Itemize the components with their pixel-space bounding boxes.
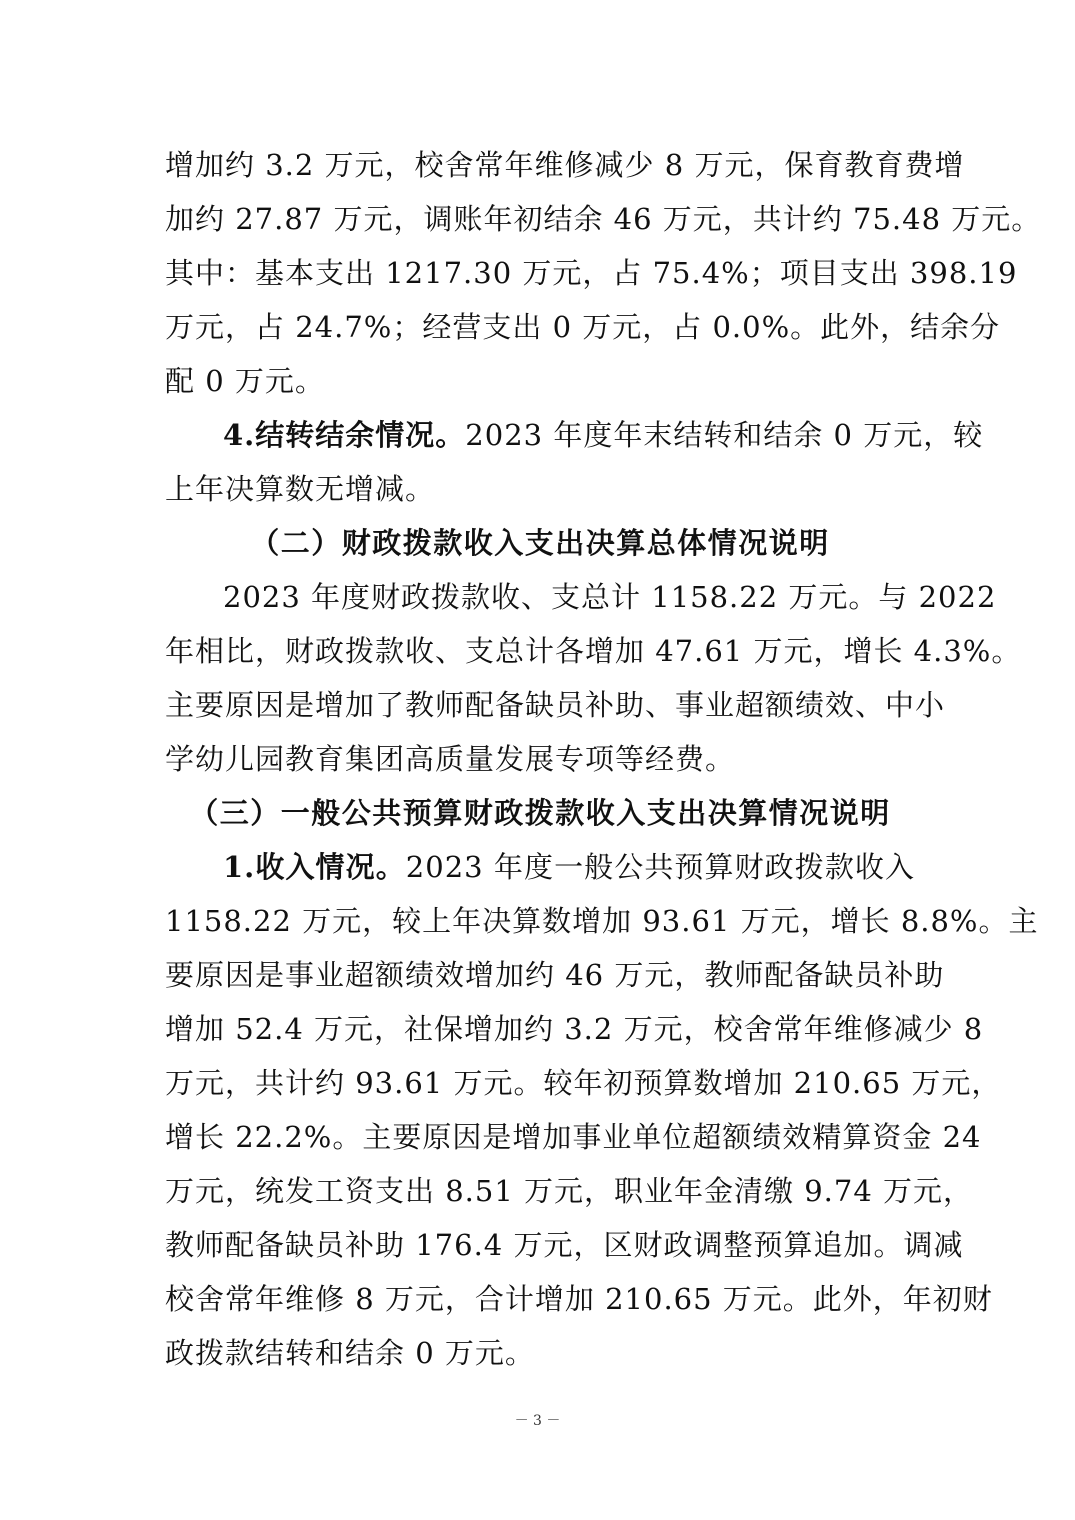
- section-1-text: 2023 年度一般公共预算财政拨款收入: [405, 850, 915, 884]
- paragraph-line: 要原因是事业超额绩效增加约 46 万元，教师配备缺员补助: [165, 958, 945, 992]
- section-heading-3: （三）一般公共预算财政拨款收入支出决算情况说明: [189, 796, 891, 830]
- section-4-lead-line: [165, 408, 984, 462]
- section-4-text: 2023 年度年末结转和结余 0 万元，较: [465, 418, 984, 452]
- document-body: [165, 138, 1042, 1380]
- paragraph-line: 学幼儿园教育集团高质量发展专项等经费。: [165, 742, 736, 776]
- paragraph-line: 1158.22 万元，较上年决算数增加 93.61 万元，增长 8.8%。主: [165, 904, 1039, 938]
- paragraph-line: 主要原因是增加了教师配备缺员补助、事业超额绩效、中小: [165, 688, 946, 722]
- section-1-lead-line: [165, 840, 915, 894]
- paragraph-line: 加约 27.87 万元，调账年初结余 46 万元，共计约 75.48 万元。: [165, 202, 1042, 236]
- paragraph-line: 教师配备缺员补助 176.4 万元，区财政调整预算追加。调减: [165, 1228, 964, 1262]
- page-number: － 3 －: [514, 1413, 561, 1429]
- paragraph-line: 政拨款结转和结余 0 万元。: [165, 1336, 535, 1370]
- paragraph-line: 上年决算数无增减。: [165, 472, 436, 506]
- section-1-number: 1.: [223, 850, 256, 884]
- section-1-title: 收入情况。: [255, 850, 406, 884]
- paragraph-line: 增加约 3.2 万元，校舍常年维修减少 8 万元，保育教育费增: [165, 148, 965, 182]
- paragraph-line: 万元，共计约 93.61 万元。较年初预算数增加 210.65 万元，: [165, 1066, 1002, 1100]
- section-4-title: 结转结余情况。: [255, 418, 466, 452]
- paragraph-line: 增长 22.2%。主要原因是增加事业单位超额绩效精算资金 24: [165, 1120, 982, 1154]
- paragraph-line: 增加 52.4 万元，社保增加约 3.2 万元，校舍常年维修减少 8: [165, 1012, 984, 1046]
- paragraph-line: 校舍常年维修 8 万元，合计增加 210.65 万元。此外，年初财: [165, 1282, 993, 1316]
- paragraph-line: 年相比，财政拨款收、支总计各增加 47.61 万元，增长 4.3%。: [165, 634, 1022, 668]
- paragraph-line: 配 0 万元。: [165, 364, 325, 398]
- paragraph-line: 万元，统发工资支出 8.51 万元，职业年金清缴 9.74 万元，: [165, 1174, 974, 1208]
- paragraph-line: 其中：基本支出 1217.30 万元，占 75.4%；项目支出 398.19: [165, 256, 1018, 290]
- paragraph-line: 万元，占 24.7%；经营支出 0 万元，占 0.0%。此外，结余分: [165, 310, 1001, 344]
- section-heading-2: （二）财政拨款收入支出决算总体情况说明: [250, 526, 830, 560]
- section-4-number: 4.: [223, 418, 256, 452]
- paragraph-line: 2023 年度财政拨款收、支总计 1158.22 万元。与 2022: [223, 580, 997, 614]
